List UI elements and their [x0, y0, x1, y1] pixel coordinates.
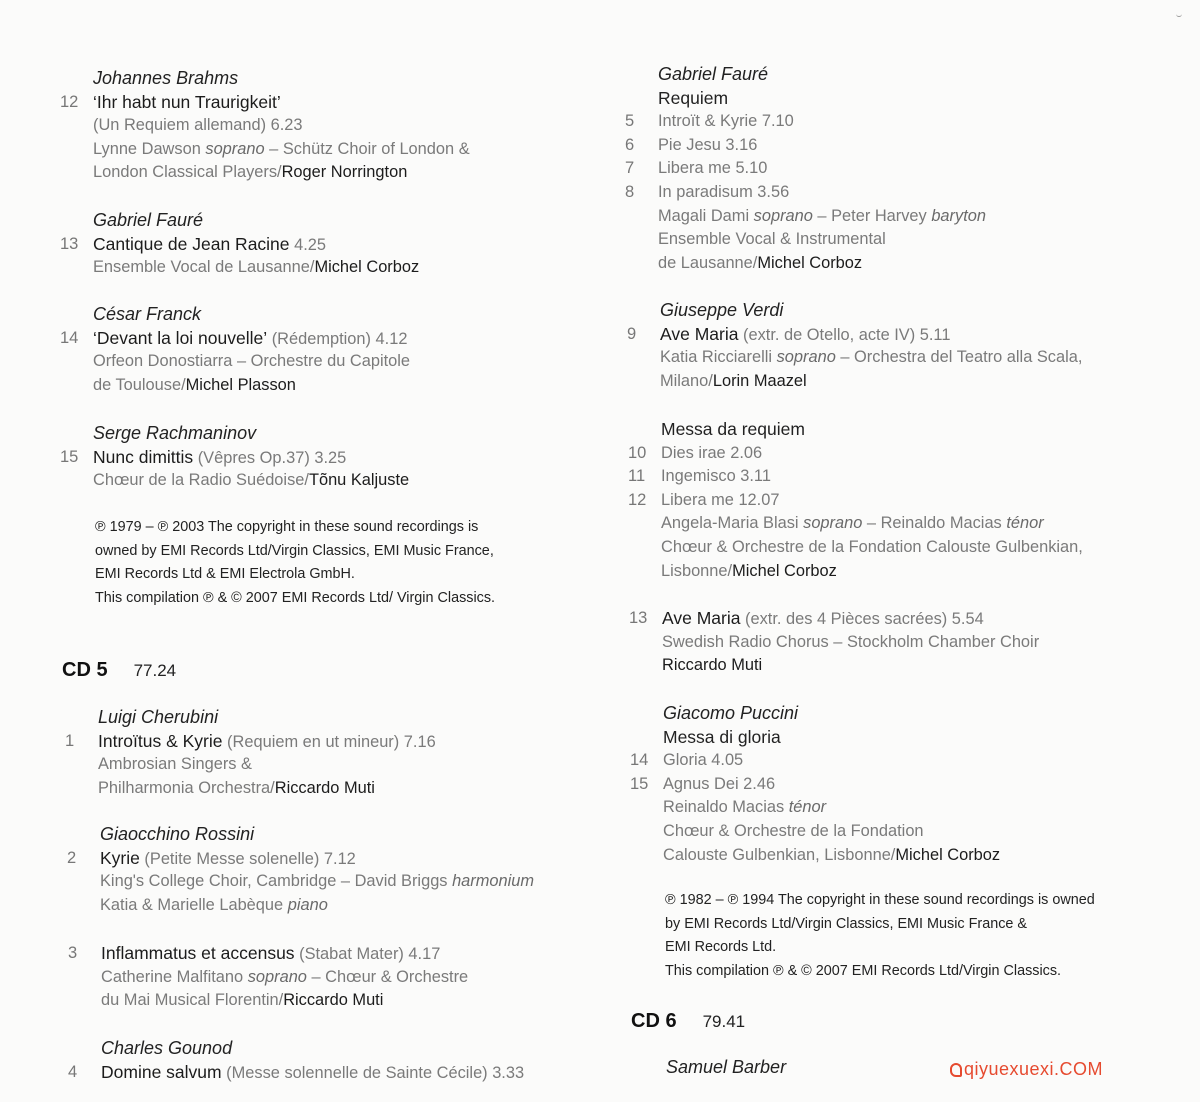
performers: King's College Choir, Cambridge – David Briggs harmonium [100, 872, 535, 891]
composer-name: Samuel Barber [666, 1057, 787, 1077]
work-title: Cantique de Jean Racine [93, 233, 290, 254]
performers: de Lausanne/Michel Corboz [658, 253, 863, 272]
conductor-name: Michel Corboz [895, 845, 1001, 864]
work-title: ‘Devant la loi nouvelle’ [93, 327, 268, 348]
work-title: Introïtus & Kyrie [98, 730, 223, 751]
work-detail: (Petite Messe solenelle) 7.12 [139, 849, 356, 868]
conductor-name: Lorin Maazel [712, 371, 807, 390]
work-title: Requiem [658, 87, 729, 108]
work-title: ‘Ihr habt nun Traurigkeit’ [93, 91, 281, 112]
entry-gounod [68, 1037, 590, 1084]
track-number: 10 [628, 443, 647, 462]
work-detail: (Rédemption) 4.12 [267, 329, 408, 348]
composer-name: Serge Rachmaninov [93, 423, 257, 443]
work-detail: (Un Requiem allemand) 6.23 [93, 116, 303, 135]
composer-name: Charles Gounod [101, 1038, 233, 1058]
performers: Magali Dami soprano – Peter Harvey baryton [658, 206, 986, 225]
conductor-name: Michel Corboz [732, 561, 837, 580]
conductor-name: Michel Corboz [757, 253, 863, 272]
work-detail: (Vêpres Op.37) 3.25 [193, 448, 347, 467]
entry-puccini [630, 702, 1185, 867]
track-number: 1 [65, 731, 75, 750]
composer-name: Gabriel Fauré [93, 210, 204, 230]
performers: Reinaldo Macias ténor [663, 798, 827, 817]
conductor-name: Michel Plasson [185, 375, 296, 394]
work-title: Messa di gloria [663, 726, 781, 747]
entry-brahms [60, 67, 590, 185]
performers: Chœur & Orchestre de la Fondation Calouste Gulbenkian, [661, 537, 1083, 556]
performers: du Mai Musical Florentin/Riccardo Muti [101, 991, 384, 1010]
work-detail: (Requiem en ut mineur) 7.16 [222, 732, 436, 751]
composer-name: Giaocchino Rossini [100, 824, 255, 844]
track-number: 5 [625, 112, 635, 131]
cd-heading [62, 655, 176, 685]
work-title: Ave Maria [660, 323, 739, 344]
watermark-logo [950, 1059, 1103, 1080]
entry-cherubini [65, 706, 590, 800]
page-corner-mark [1176, 6, 1182, 17]
work-title: Domine salvum [101, 1061, 222, 1082]
conductor-name: Tõnu Kaljuste [308, 471, 410, 490]
work-title: Ave Maria [662, 608, 741, 628]
conductor-name: Riccardo Muti [283, 991, 384, 1010]
entry-faure-cantique [60, 209, 590, 280]
copyright-notice: ℗ 1982 – ℗ 1994 The copyright in these sound recordings is owned by EMI Records Ltd/Virgin Classics, EMI Music France & EMI Records Ltd. This compilation ℗ & © 2007 EMI Records Ltd/Virgin Classics. [665, 892, 1095, 979]
cd-label: CD 5 [62, 659, 108, 681]
track-number: 4 [68, 1062, 78, 1081]
performers: Chœur & Orchestre de la Fondation [663, 821, 924, 840]
watermark-text: qiyuexuexi.COM [964, 1059, 1104, 1079]
performers: Ambrosian Singers & [98, 755, 252, 774]
entry-rossini-stabat [68, 942, 590, 1013]
performers: Angela-Maria Blasi soprano – Reinaldo Macias ténor [661, 514, 1044, 533]
track-title: Libera me 12.07 [661, 490, 780, 509]
entry-franck [60, 303, 590, 397]
cd-total-time: 79.41 [702, 1012, 746, 1031]
track-title: Dies irae 2.06 [661, 443, 763, 462]
cd-heading [631, 1006, 745, 1036]
work-title: Nunc dimittis [93, 446, 194, 467]
track-title: Ingemisco 3.11 [661, 467, 771, 486]
conductor-name: Michel Corboz [314, 258, 420, 277]
track-number: 6 [625, 135, 635, 154]
conductor-name: Riccardo Muti [662, 656, 763, 675]
composer-name: Giuseppe Verdi [660, 300, 784, 320]
performers: de Toulouse/Michel Plasson [93, 375, 296, 394]
watermark-icon [950, 1063, 962, 1077]
performers: Philharmonia Orchestra/Riccardo Muti [98, 778, 375, 797]
track-number: 12 [628, 490, 647, 509]
work-title: Kyrie [100, 847, 140, 868]
track-number: 7 [625, 159, 635, 178]
conductor-name: Roger Norrington [281, 163, 408, 182]
work-detail: (extr. de Otello, acte IV) 5.11 [738, 325, 951, 344]
cd-total-time: 77.24 [133, 661, 177, 680]
performers: Lisbonne/Michel Corboz [661, 561, 837, 580]
track-number: 15 [630, 774, 649, 793]
entry-verdi-requiem [628, 418, 1185, 583]
composer-name: Gabriel Fauré [658, 64, 769, 84]
track-number: 15 [60, 447, 79, 466]
performers: Calouste Gulbenkian, Lisbonne/Michel Corboz [663, 845, 1001, 864]
track-number: 12 [60, 92, 79, 111]
performers: Katia Ricciarelli soprano – Orchestra del Teatro alla Scala, [660, 348, 1083, 367]
copyright-notice: ℗ 1979 – ℗ 2003 The copyright in these sound recordings is owned by EMI Records Ltd/Virgin Classics, EMI Music France, EMI Records Ltd & EMI Electrola GmbH. This compilation ℗ & © 2007 EMI Records Ltd/ Virgin Classics. [95, 519, 496, 606]
track-title: Gloria 4.05 [663, 751, 744, 770]
work-title: Messa da requiem [661, 419, 805, 439]
track-title: Introït & Kyrie 7.10 [658, 112, 794, 131]
performers: London Classical Players/Roger Norrington [93, 163, 408, 182]
performers: Ensemble Vocal & Instrumental [658, 230, 886, 249]
work-detail: (Stabat Mater) 4.17 [294, 945, 441, 963]
performers: Orfeon Donostiarra – Orchestre du Capitole [93, 352, 411, 371]
entry-verdi-pieces [629, 607, 1185, 678]
cd-label: CD 6 [631, 1010, 677, 1032]
track-number: 11 [628, 467, 646, 486]
track-number: 13 [60, 234, 79, 253]
track-number: 14 [60, 328, 79, 347]
track-title: Pie Jesu 3.16 [658, 135, 758, 154]
composer-name: Johannes Brahms [93, 68, 239, 88]
track-number: 14 [630, 751, 649, 770]
work-title: Inflammatus et accensus [101, 943, 295, 963]
track-title: Libera me 5.10 [658, 159, 768, 178]
performers: Swedish Radio Chorus – Stockholm Chamber Choir [662, 632, 1040, 651]
track-number: 8 [625, 182, 635, 201]
track-title: In paradisum 3.56 [658, 182, 790, 201]
work-detail: (extr. des 4 Pièces sacrées) 5.54 [740, 610, 984, 628]
composer-name: Luigi Cherubini [98, 707, 219, 727]
entry-rossini-kyrie [67, 823, 590, 917]
duration: 4.25 [289, 235, 326, 254]
performers: Katia & Marielle Labèque piano [100, 895, 328, 914]
entry-rachmaninov [60, 422, 590, 493]
track-number: 2 [67, 848, 77, 867]
composer-name: César Franck [93, 304, 202, 324]
conductor-name: Riccardo Muti [274, 778, 375, 797]
composer-name: Giacomo Puccini [663, 703, 799, 723]
track-number: 13 [629, 609, 648, 627]
performers: Ensemble Vocal de Lausanne/Michel Corboz [93, 258, 420, 277]
track-title: Agnus Dei 2.46 [663, 774, 776, 793]
performers: Lynne Dawson soprano – Schütz Choir of London & [93, 139, 470, 158]
performers: Chœur de la Radio Suédoise/Tõnu Kaljuste [93, 471, 410, 490]
track-number: 3 [68, 944, 78, 962]
performers: Milano/Lorin Maazel [660, 371, 807, 390]
entry-verdi-ave [627, 299, 1185, 393]
track-number: 9 [627, 324, 637, 343]
entry-faure-requiem [625, 63, 1185, 275]
performers: Catherine Malfitano soprano – Chœur & Orchestre [101, 967, 469, 986]
work-detail: (Messe solennelle de Sainte Cécile) 3.33 [221, 1063, 525, 1082]
